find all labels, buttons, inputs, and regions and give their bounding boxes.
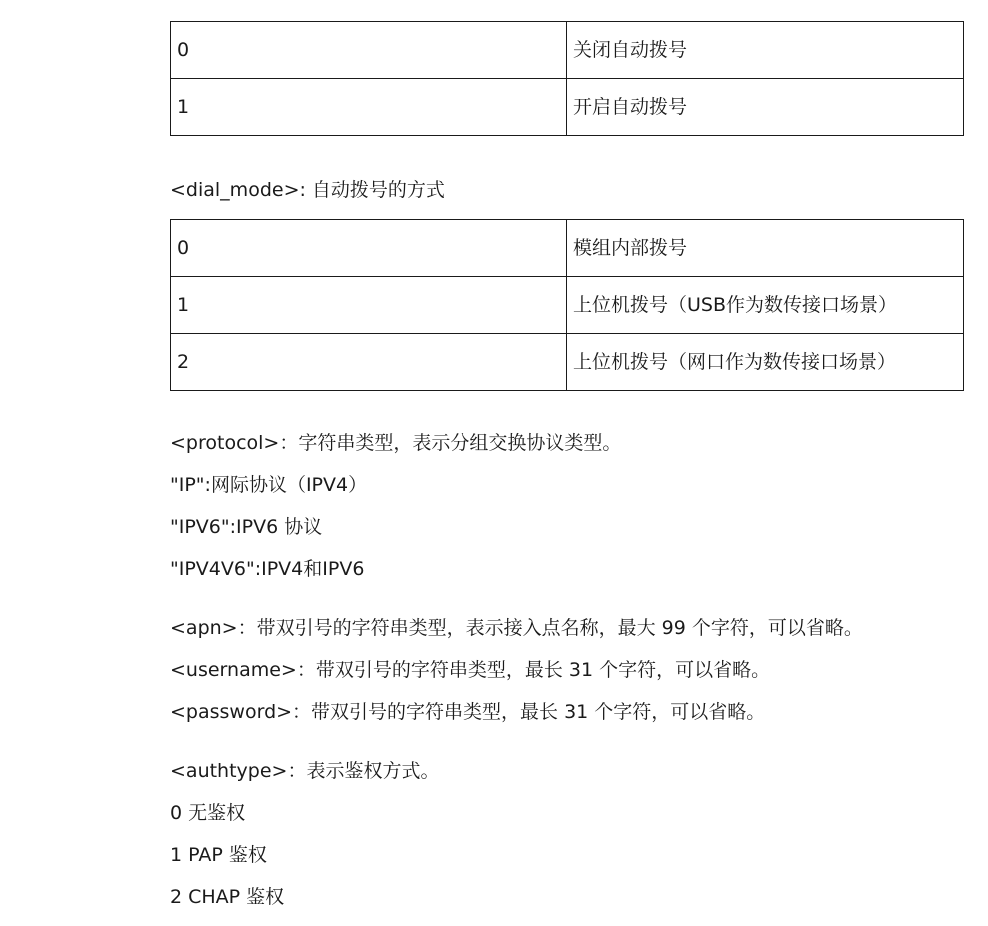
table-row <box>171 79 964 136</box>
auto-dial-table <box>170 21 964 136</box>
table-cell-value: 2 <box>171 334 567 391</box>
apn-description: <apn>：带双引号的字符串类型，表示接入点名称，最大 99 个字符，可以省略。 <box>170 617 863 639</box>
table-cell-desc: 关闭自动拨号 <box>567 22 964 79</box>
authtype-item: 2 CHAP 鉴权 <box>170 886 285 908</box>
username-description: <username>：带双引号的字符串类型，最长 31 个字符，可以省略。 <box>170 659 771 681</box>
table-cell-value: 1 <box>171 79 567 136</box>
table-cell-value: 1 <box>171 277 567 334</box>
table-row <box>171 220 964 277</box>
dial-mode-title: <dial_mode>: 自动拨号的方式 <box>170 179 445 201</box>
table-cell-desc: 上位机拨号（网口作为数传接口场景） <box>567 334 964 391</box>
document-body <box>170 21 963 909</box>
authtype-title: <authtype>：表示鉴权方式。 <box>170 760 440 782</box>
table-cell-desc: 上位机拨号（USB作为数传接口场景） <box>567 277 964 334</box>
protocol-item: "IP":网际协议（IPV4） <box>170 474 368 496</box>
authtype-item: 1 PAP 鉴权 <box>170 844 267 866</box>
protocol-item: "IPV4V6":IPV4和IPV6 <box>170 558 365 580</box>
password-description: <password>：带双引号的字符串类型，最长 31 个字符，可以省略。 <box>170 701 766 723</box>
table-cell-value: 0 <box>171 220 567 277</box>
table-cell-desc: 模组内部拨号 <box>567 220 964 277</box>
table-row <box>171 22 964 79</box>
table-cell-value: 0 <box>171 22 567 79</box>
authtype-item: 0 无鉴权 <box>170 802 246 824</box>
dial-mode-table <box>170 219 964 391</box>
protocol-title: <protocol>：字符串类型，表示分组交换协议类型。 <box>170 432 622 454</box>
protocol-item: "IPV6":IPV6 协议 <box>170 516 323 538</box>
table-cell-desc: 开启自动拨号 <box>567 79 964 136</box>
table-row <box>171 334 964 391</box>
table-row <box>171 277 964 334</box>
